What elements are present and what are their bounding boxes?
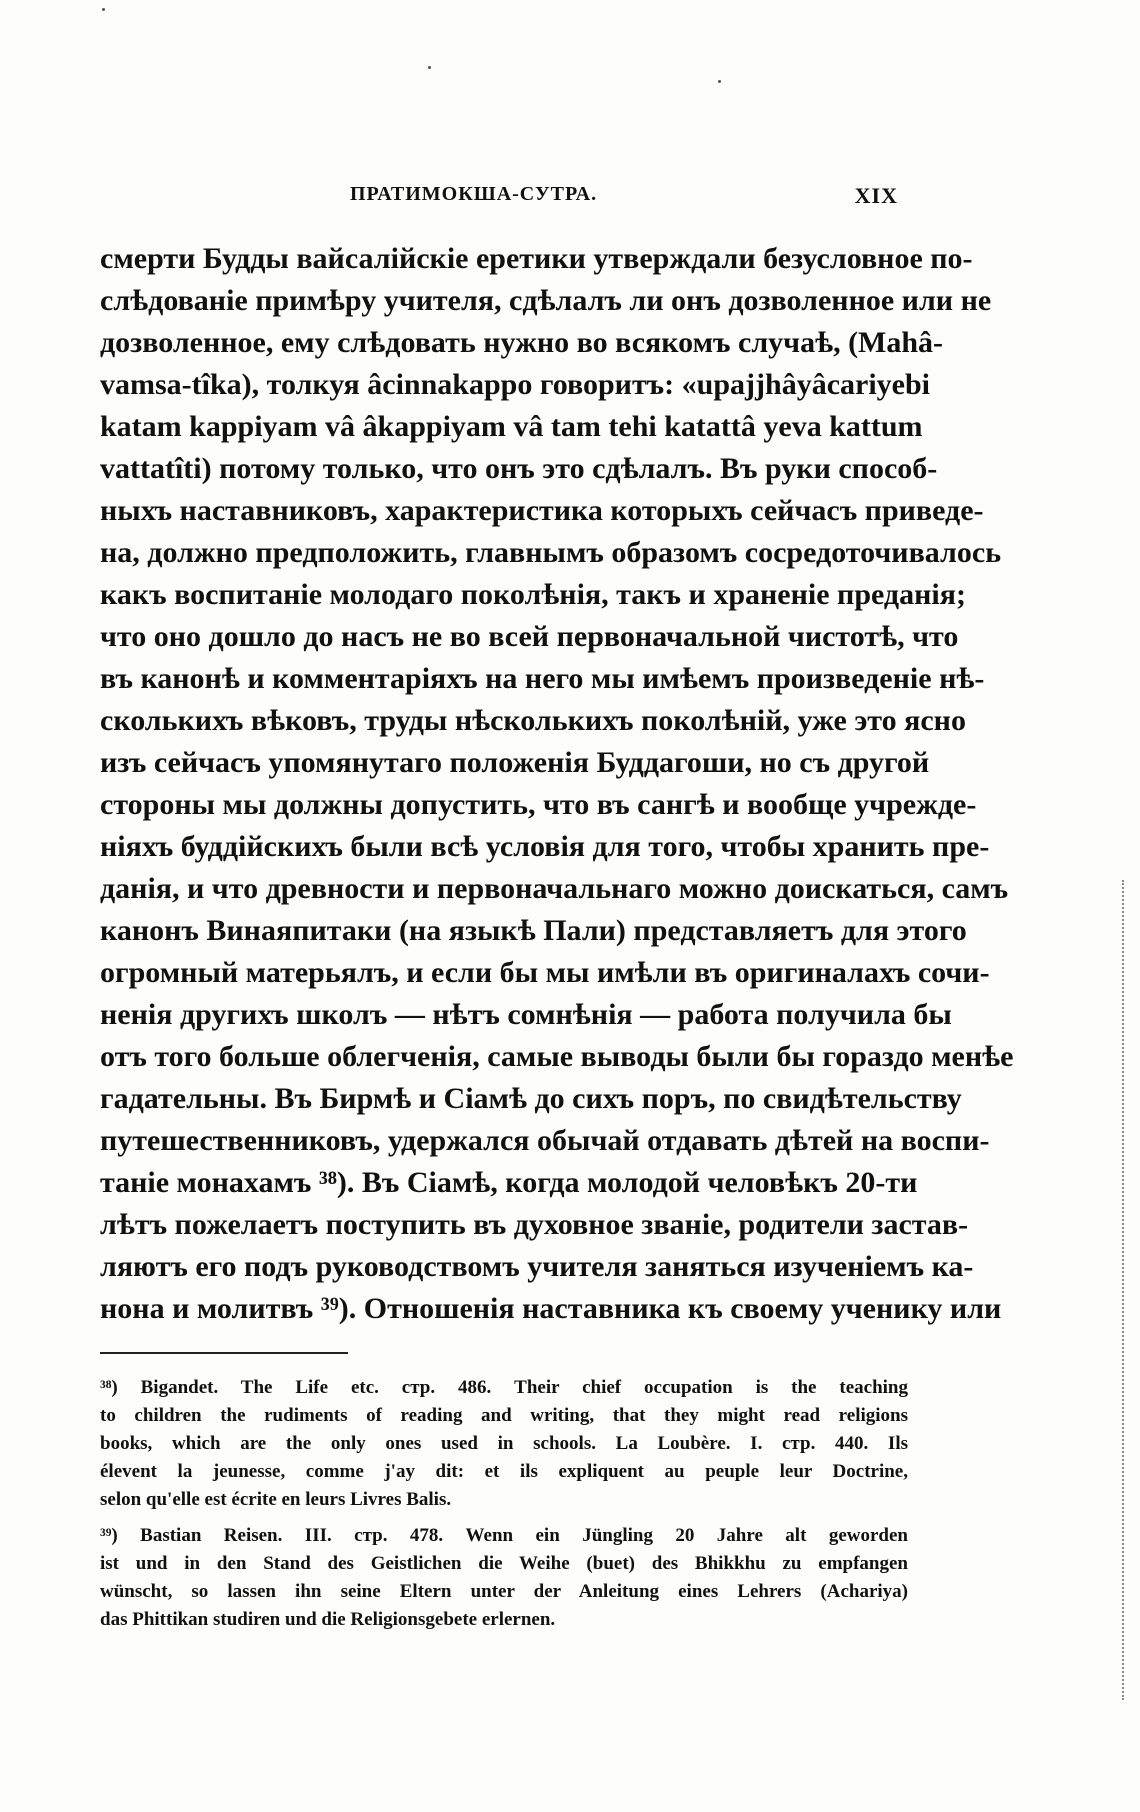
text-line: дозволенное, ему слѣдовать нужно во всякомъ случаѣ, (Mahâ-: [100, 326, 944, 359]
text-line: въ канонѣ и комментаріяхъ на него мы имѣемъ произведеніе нѣ-: [100, 662, 985, 695]
footnotes: [100, 1374, 908, 1634]
text-line: стороны мы должны допустить, что въ сангѣ и вообще учрежде-: [100, 788, 977, 821]
scan-speck: [428, 66, 431, 69]
text-line: на, должно предположить, главнымъ образомъ сосредоточивалось: [100, 536, 1002, 569]
text-line: канонъ Винаяпитаки (на языкѣ Пали) представляетъ для этого: [100, 914, 967, 947]
footnote-line: to children the rudiments of reading and writing, that they might read religions: [100, 1405, 908, 1426]
text-line: ляютъ его подъ руководствомъ учителя заняться изученіемъ ка-: [100, 1250, 974, 1283]
text-line: vattatîti) потому только, что онъ это сдѣлалъ. Въ руки способ-: [100, 452, 938, 485]
text-line: путешественниковъ, удержался обычай отдавать дѣтей на воспи-: [100, 1124, 990, 1157]
footnote-line: ³⁹) Bastian Reisen. III. стр. 478. Wenn ein Jüngling 20 Jahre alt geworden: [100, 1525, 908, 1546]
text-line: что оно дошло до насъ не во всей первоначальной чистотѣ, что: [100, 620, 959, 653]
text-line: ненія другихъ школъ — нѣтъ сомнѣнія — работа получила бы: [100, 998, 952, 1031]
footnote-line: élevent la jeunesse, comme j'ay dit: et ils expliquent au peuple leur Doctrine,: [100, 1461, 908, 1482]
footnote-line: books, which are the only ones used in schools. La Loubère. I. стр. 440. Ils: [100, 1433, 908, 1454]
footnote-line: das Phittikan studiren und die Religionsgebete erlernen.: [100, 1609, 556, 1630]
text-line: огромный матерьялъ, и если бы мы имѣли въ оригиналахъ сочи-: [100, 956, 990, 989]
text-line: ніяхъ буддійскихъ были всѣ условія для того, чтобы хранить пре-: [100, 830, 990, 863]
footnote-39: [100, 1522, 908, 1634]
running-title: ПРАТИМОКША-СУТРА.: [350, 183, 598, 205]
main-text: [100, 238, 1014, 1330]
scan-speck: [102, 8, 105, 11]
scan-speck: [718, 80, 721, 83]
page-number: XIX: [854, 183, 898, 208]
running-header: [100, 183, 908, 219]
text-line: сколькихъ вѣковъ, труды нѣсколькихъ поколѣній, уже это ясно: [100, 704, 966, 737]
scan-margin-mark: [1122, 880, 1124, 1700]
text-line: изъ сейчасъ упомянутаго положенія Буддагоши, но съ другой: [100, 746, 930, 779]
text-line: смерти Будды вайсалійскіе еретики утверждали безусловное по-: [100, 242, 973, 275]
text-line: katam kappiyam vâ âkappiyam vâ tam tehi katattâ yeva kattum: [100, 410, 923, 443]
text-line: отъ того больше облегченія, самые выводы были бы гораздо менѣе: [100, 1040, 1014, 1073]
text-line: таніе монахамъ ³⁸). Въ Сіамѣ, когда молодой человѣкъ 20-ти: [100, 1166, 918, 1199]
footnote-line: selon qu'elle est écrite en leurs Livres Balis.: [100, 1489, 452, 1510]
footnote-separator: [100, 1352, 348, 1354]
footnote-line: ist und in den Stand des Geistlichen die Weihe (buet) des Bhikkhu zu empfangen: [100, 1553, 908, 1574]
footnote-line: ³⁸) Bigandet. The Life etc. стр. 486. Their chief occupation is the teaching: [100, 1377, 908, 1398]
text-line: гадательны. Въ Бирмѣ и Сіамѣ до сихъ поръ, по свидѣтельству: [100, 1082, 962, 1115]
text-line: vamsa-tîka), толкуя âcinnakappo говоритъ: «upajjhâyâcariyebi: [100, 368, 930, 401]
footnote-38: [100, 1374, 908, 1514]
text-line: слѣдованіе примѣру учителя, сдѣлалъ ли онъ дозволенное или не: [100, 284, 992, 317]
text-line: какъ воспитаніе молодаго поколѣнія, такъ и храненіе преданія;: [100, 578, 966, 611]
text-line: нона и молитвъ ³⁹). Отношенія наставника къ своему ученику или: [100, 1292, 1002, 1325]
footnote-line: wünscht, so lassen ihn seine Eltern unter der Anleitung eines Lehrers (Achariya): [100, 1581, 908, 1602]
text-line: ныхъ наставниковъ, характеристика которыхъ сейчасъ приведе-: [100, 494, 984, 527]
text-line: лѣтъ пожелаетъ поступить въ духовное званіе, родители застав-: [100, 1208, 969, 1241]
text-line: данія, и что древности и первоначальнаго можно доискаться, самъ: [100, 872, 1009, 905]
